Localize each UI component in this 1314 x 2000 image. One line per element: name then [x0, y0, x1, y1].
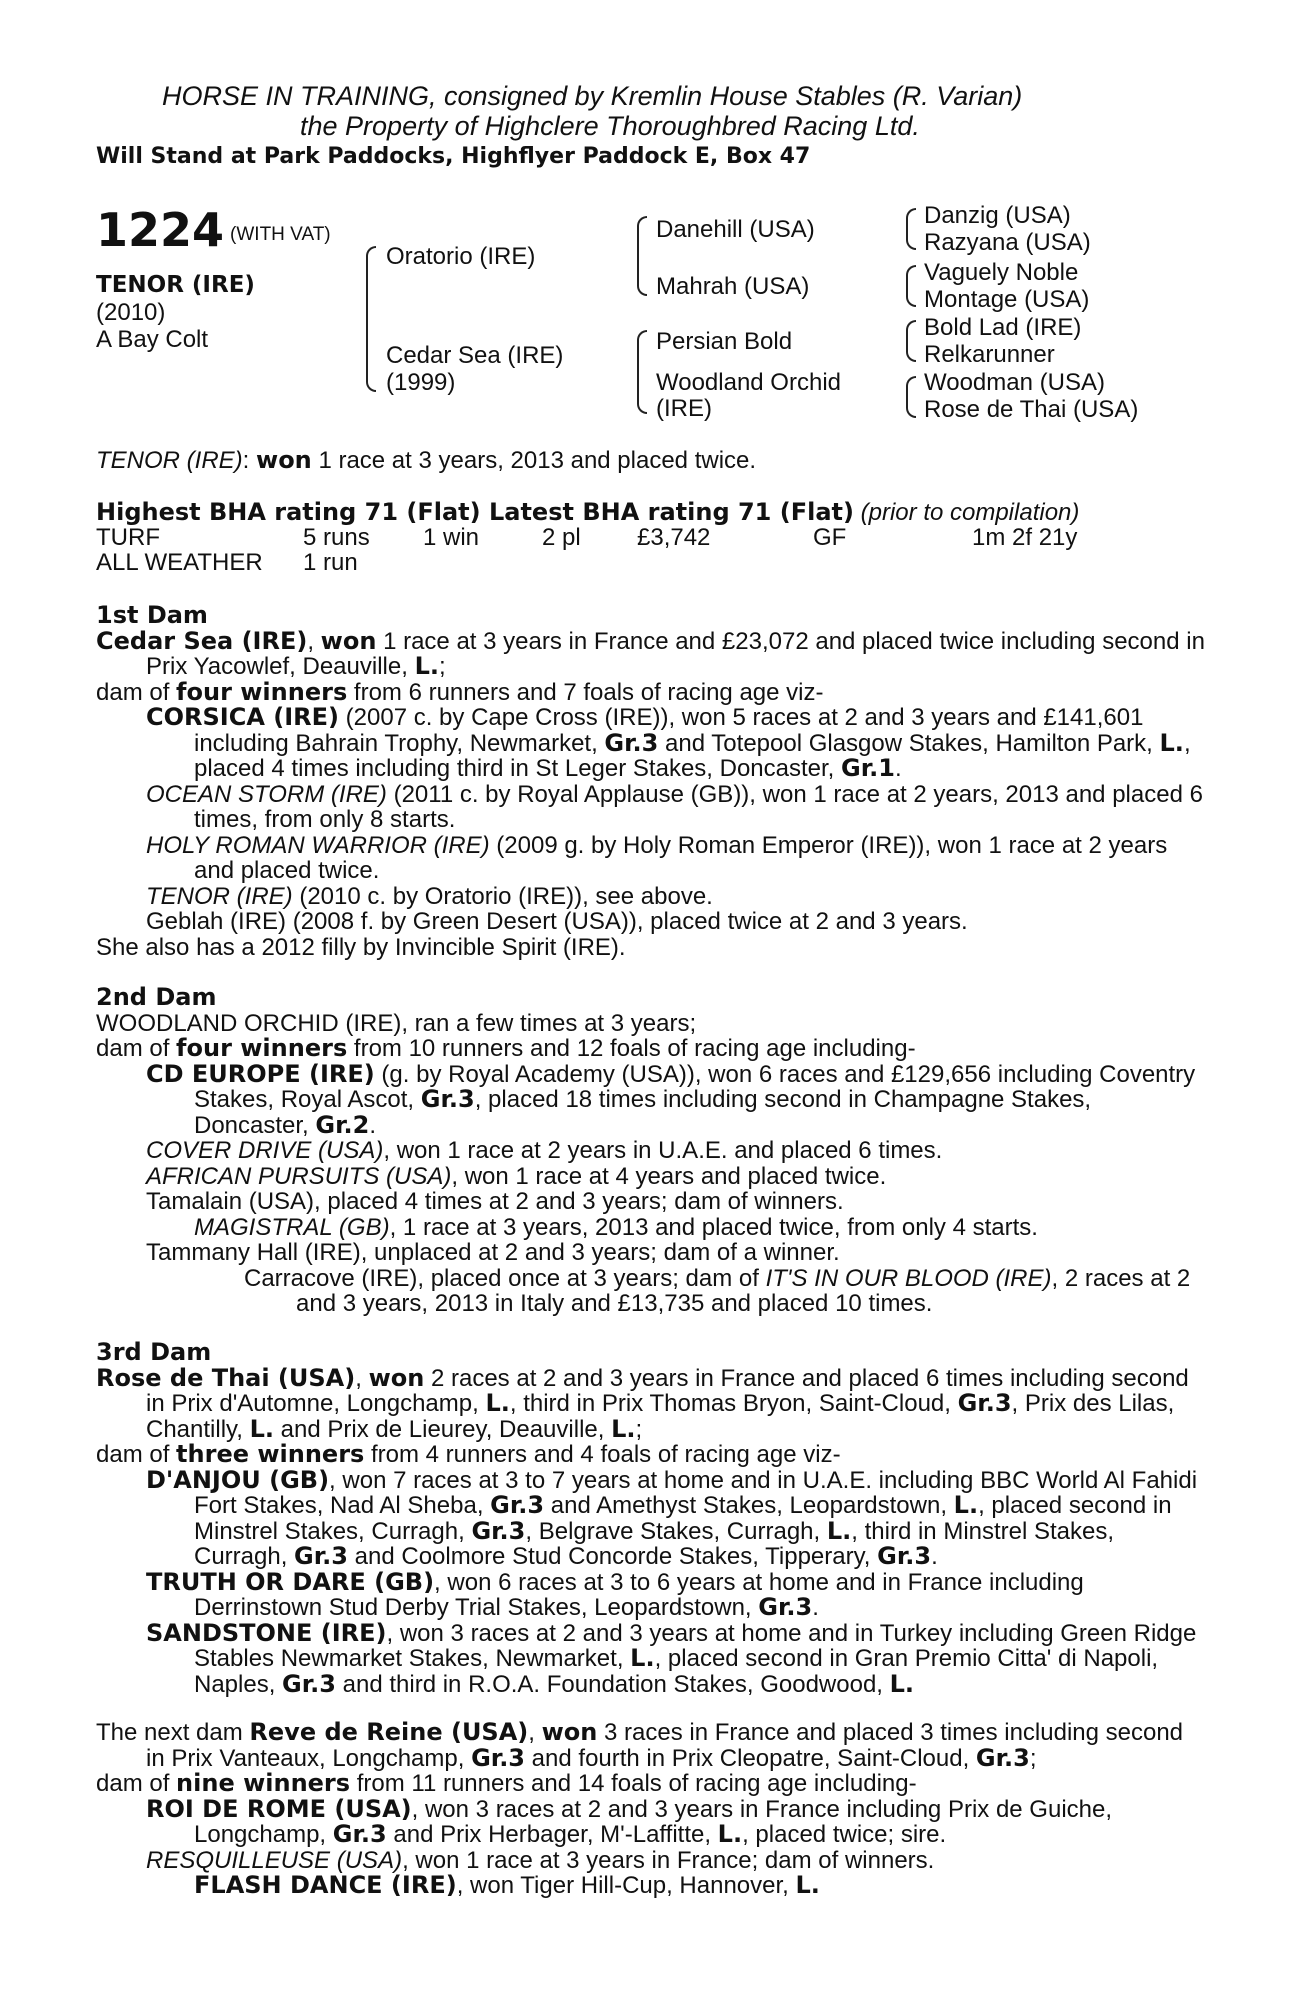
- race-summary: TENOR (IRE): won 1 race at 3 years, 2013 and placed twice.: [96, 446, 757, 474]
- stats-aw-row: ALL WEATHER 1 run: [96, 549, 358, 576]
- lot-number: 1224: [96, 203, 225, 257]
- produce-subitem: MAGISTRAL (GB), 1 race at 3 years, 2013 and placed twice, from only 4 starts.: [194, 1213, 1038, 1241]
- produce-item: D'ANJOU (GB), won 7 races at 3 to 7 years at home and in U.A.E. including BBC World Al Fahidi Fort Stakes, Nad Al Sheba, Gr.3 and Amethyst Stakes, Leopardstown, L., placed second in Minstrel Stakes, Curragh, Gr.3, Belgrave Stakes, Curragh, L., third in Minstrel Stakes, Curragh, Gr.3 and Coolmore Stud Concorde Stakes, Tipperary, Gr.3.: [146, 1465, 1198, 1570]
- brace-g3-2: [906, 265, 916, 307]
- pedigree-dam-year: (1999): [386, 369, 456, 396]
- produce-item: Geblah (IRE) (2008 f. by Green Desert (USA)), placed twice at 2 and 3 years.: [146, 908, 968, 935]
- pedigree-g3-1: Danzig (USA): [924, 202, 1071, 229]
- horse-info: [96, 272, 255, 353]
- pedigree-g3-5: Bold Lad (IRE): [924, 314, 1082, 341]
- pedigree-g3-6: Relkarunner: [924, 341, 1055, 368]
- produce-item: COVER DRIVE (USA), won 1 race at 2 years in U.A.E. and placed 6 times.: [146, 1137, 943, 1164]
- produce-subitem: Carracove (IRE), placed once at 3 years; dam of IT'S IN OUR BLOOD (IRE), 2 races at 2 and 3 years, 2013 in Italy and £13,735 and placed 10 times.: [244, 1264, 1191, 1317]
- second-dam-section: [96, 985, 1206, 1317]
- brace-g3-1: [906, 208, 916, 250]
- bha-rating: Highest BHA rating 71 (Flat) Latest BHA rating 71 (Flat) (prior to compilation): [96, 498, 1080, 526]
- produce-note: She also has a 2012 filly by Invincible Spirit (IRE).: [96, 933, 626, 961]
- header-consignor: HORSE IN TRAINING, consigned by Kremlin House Stables (R. Varian): [162, 81, 1023, 111]
- brace-g3-4: [906, 376, 916, 418]
- dam-line: Rose de Thai (USA), won 2 races at 2 and 3 years in France and placed 6 times including second in Prix d'Automne, Longchamp, L., third in Prix Thomas Bryon, Saint-Cloud, Gr.3, Prix des Lilas, Chantilly, L. and Prix de Lieurey, Deauville, L.;: [96, 1363, 1189, 1443]
- brace-sire-dam: [366, 246, 376, 392]
- pedigree-dam-dam-country: (IRE): [656, 395, 712, 422]
- produce-item: AFRICAN PURSUITS (USA), won 1 race at 4 years and placed twice.: [146, 1162, 887, 1190]
- dam-line: Cedar Sea (IRE), won 1 race at 3 years in France and £23,072 and placed twice including second in Prix Yacowlef, Deauville, L.;: [96, 626, 1205, 680]
- stats-turf-row: TURF 5 runs 1 win 2 pl £3,742 GF 1m 2f 21y: [96, 524, 1078, 551]
- pedigree-sire: Oratorio (IRE): [386, 243, 536, 270]
- race-stats: [96, 525, 1216, 575]
- produce-summary: dam of three winners from 4 runners and 4 foals of racing age viz-: [96, 1440, 841, 1468]
- lot-vat: (WITH VAT): [230, 224, 331, 245]
- next-dam-section: [96, 1720, 1206, 1899]
- first-dam-section: [96, 603, 1206, 960]
- pedigree-dam-dam: Woodland Orchid: [656, 369, 841, 396]
- produce-item: TENOR (IRE) (2010 c. by Oratorio (IRE)), see above.: [146, 882, 713, 910]
- produce-item: ROI DE ROME (USA), won 3 races at 2 and 3 years in France including Prix de Guiche, Longchamp, Gr.3 and Prix Herbager, M'-Laffitte, L., placed twice; sire.: [146, 1794, 1113, 1848]
- brace-dam-line: [637, 330, 647, 414]
- dam-line: The next dam Reve de Reine (USA), won 3 races in France and placed 3 times including second in Prix Vanteaux, Longchamp, Gr.3 and fourth in Prix Cleopatre, Saint-Cloud, Gr.3;: [96, 1718, 1184, 1772]
- pedigree-g3-7: Woodman (USA): [924, 369, 1105, 396]
- produce-item: OCEAN STORM (IRE) (2011 c. by Royal Applause (GB)), won 1 race at 2 years, 2013 and placed 6 times, from only 8 starts.: [146, 780, 1203, 833]
- produce-item: Tamalain (USA), placed 4 times at 2 and 3 years; dam of winners.: [146, 1188, 844, 1215]
- pedigree-dam: Cedar Sea (IRE): [386, 342, 564, 369]
- pedigree-sire-sire: Danehill (USA): [656, 216, 815, 243]
- produce-summary: dam of four winners from 10 runners and 12 foals of racing age including-: [96, 1034, 916, 1062]
- horse-name: TENOR (IRE): [96, 272, 255, 298]
- section-heading: 3rd Dam: [96, 1338, 212, 1366]
- horse-year: (2010): [96, 299, 166, 326]
- section-heading: 2nd Dam: [96, 983, 217, 1011]
- produce-item: CD EUROPE (IRE) (g. by Royal Academy (USA)), won 6 races and £129,656 including Coventry Stakes, Royal Ascot, Gr.3, placed 18 times including second in Champagne Stakes, Doncaster, Gr.2.: [146, 1059, 1196, 1139]
- pedigree-sire-dam: Mahrah (USA): [656, 273, 810, 300]
- dam-line: WOODLAND ORCHID (IRE), ran a few times at 3 years;: [96, 1009, 697, 1037]
- produce-item: HOLY ROMAN WARRIOR (IRE) (2009 g. by Holy Roman Emperor (IRE)), won 1 race at 2 years and placed twice.: [146, 831, 1168, 884]
- produce-item: CORSICA (IRE) (2007 c. by Cape Cross (IRE)), won 5 races at 2 and 3 years and £141,601 including Bahrain Trophy, Newmarket, Gr.3 and Totepool Glasgow Stakes, Hamilton Park, L., placed 4 times including third in St Leger Stakes, Doncaster, Gr.1.: [146, 703, 1191, 782]
- produce-item: SANDSTONE (IRE), won 3 races at 2 and 3 years at home and in Turkey including Green Ridge Stables Newmarket Stakes, Newmarket, L., placed second in Gran Premio Citta' di Napoli, Naples, Gr.3 and third in R.O.A. Foundation Stakes, Goodwood, L.: [146, 1618, 1197, 1698]
- produce-subitem: FLASH DANCE (IRE), won Tiger Hill-Cup, Hannover, L.: [194, 1871, 820, 1899]
- third-dam-section: [96, 1340, 1206, 1697]
- brace-sire-line: [637, 216, 647, 296]
- brace-g3-3: [906, 320, 916, 362]
- section-heading: 1st Dam: [96, 601, 208, 629]
- produce-summary: dam of four winners from 6 runners and 7 foals of racing age viz-: [96, 677, 824, 706]
- pedigree-g3-8: Rose de Thai (USA): [924, 396, 1139, 423]
- produce-item: RESQUILLEUSE (USA), won 1 race at 3 years in France; dam of winners.: [146, 1846, 935, 1874]
- pedigree-dam-sire: Persian Bold: [656, 328, 793, 355]
- pedigree-g3-4: Montage (USA): [924, 286, 1090, 313]
- produce-item: Tammany Hall (IRE), unplaced at 2 and 3 years; dam of a winner.: [146, 1239, 840, 1266]
- produce-item: TRUTH OR DARE (GB), won 6 races at 3 to 6 years at home and in France including Derrinstown Stud Derby Trial Stakes, Leopardstown, Gr.3.: [146, 1567, 1084, 1621]
- pedigree-g3-3: Vaguely Noble: [924, 259, 1079, 286]
- pedigree-g3-2: Razyana (USA): [924, 229, 1091, 256]
- lot-number-block: [96, 205, 331, 255]
- header-location: Will Stand at Park Paddocks, Highflyer Paddock E, Box 47: [96, 144, 811, 169]
- produce-summary: dam of nine winners from 11 runners and 14 foals of racing age including-: [96, 1769, 917, 1797]
- horse-description: A Bay Colt: [96, 326, 209, 353]
- header-owner: the Property of Highclere Thoroughbred Racing Ltd.: [300, 111, 920, 141]
